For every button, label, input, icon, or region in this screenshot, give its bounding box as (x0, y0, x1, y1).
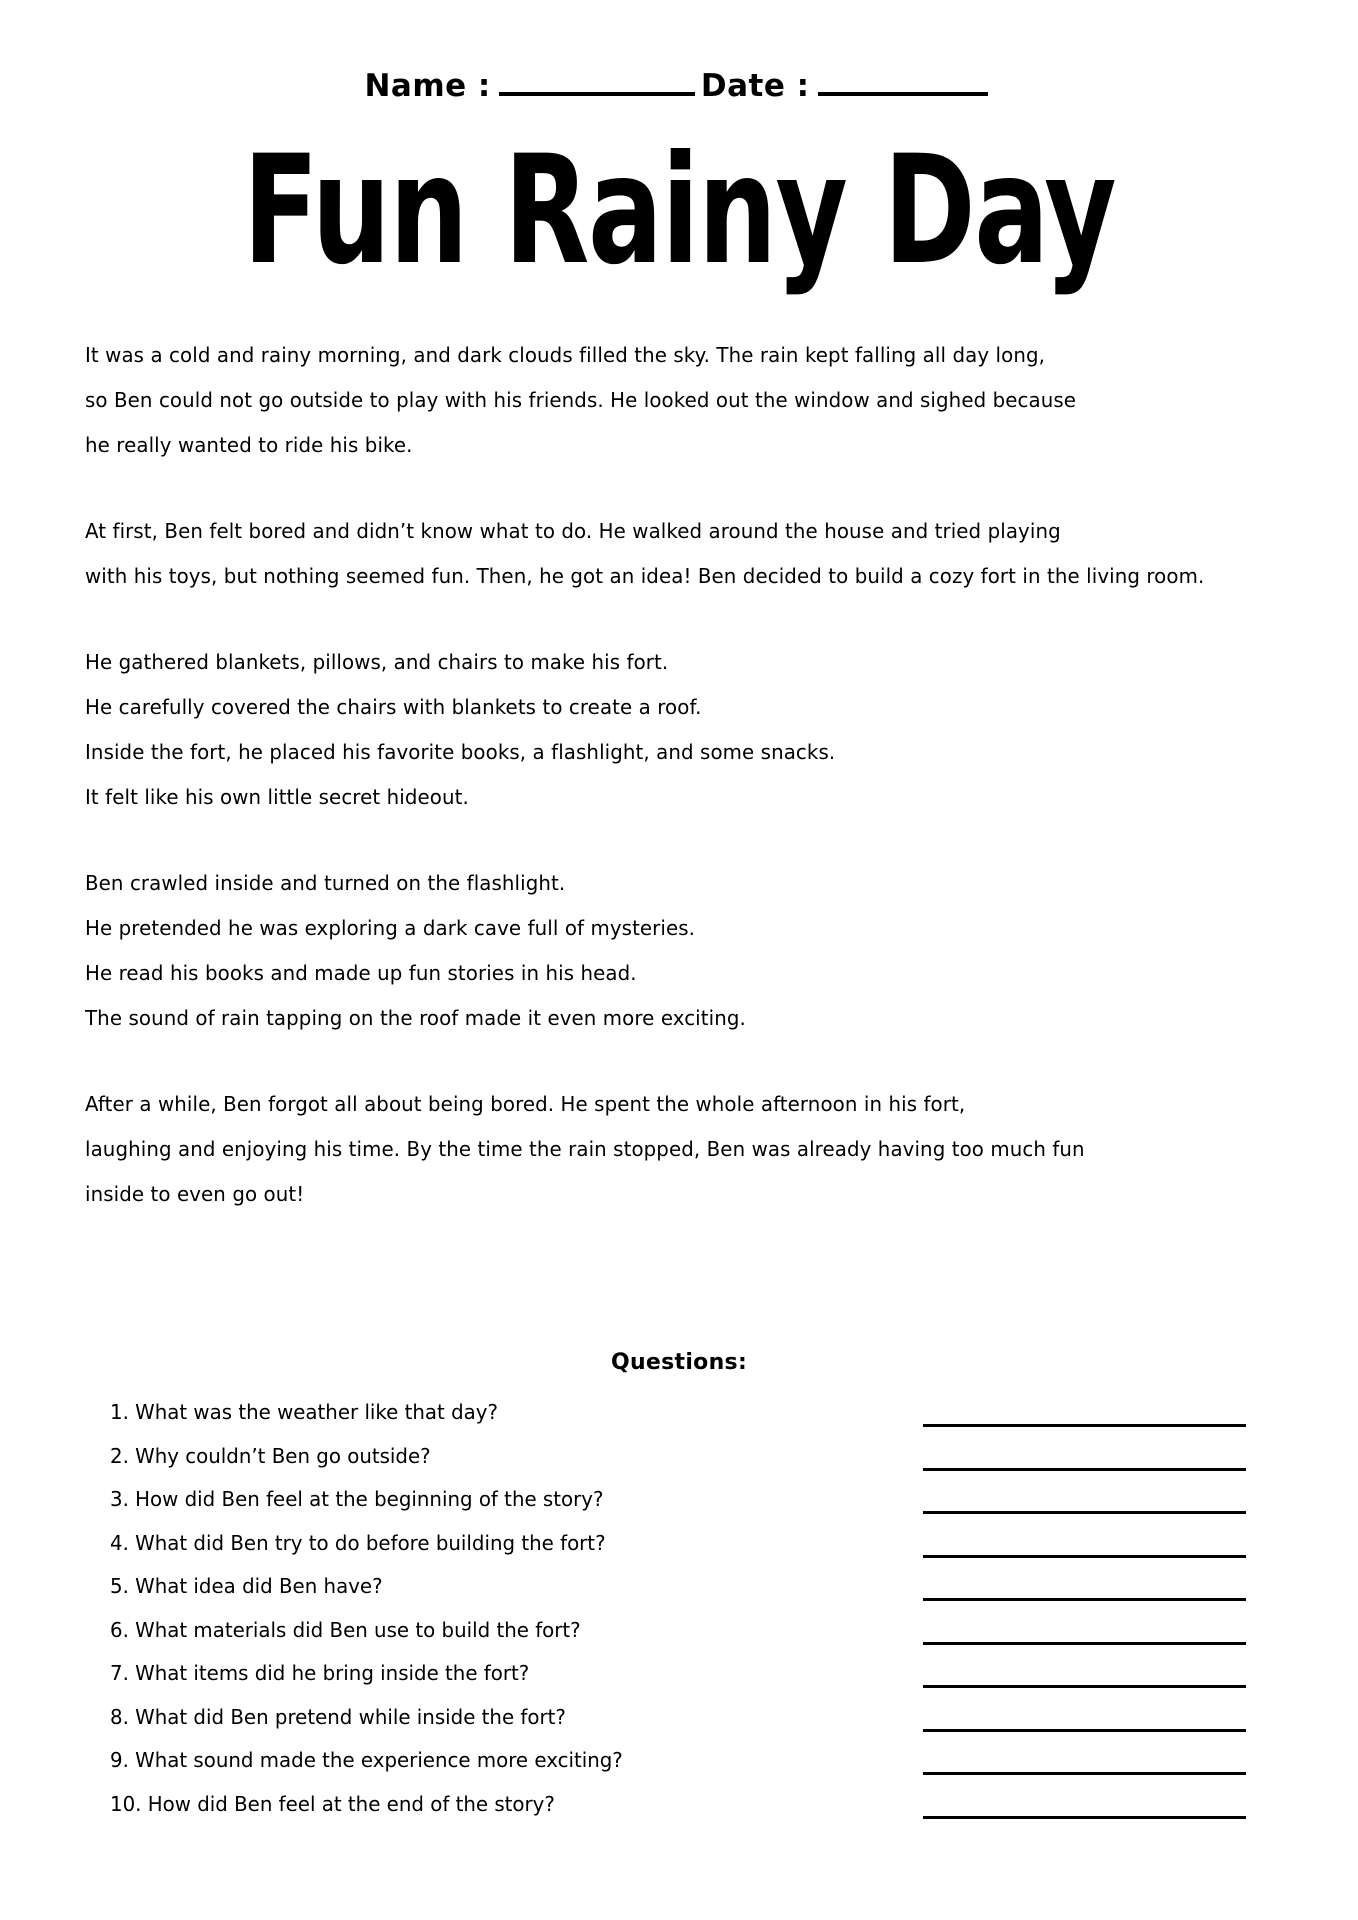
question-row (0, 1441, 1358, 1485)
story-line: He read his books and made up fun stories in his head. (85, 961, 637, 985)
story-paragraph (85, 861, 1285, 1041)
name-label: Name : (364, 68, 491, 104)
answer-line[interactable] (923, 1729, 1246, 1732)
story-paragraph (85, 509, 1285, 599)
story-line: laughing and enjoying his time. By the time the rain stopped, Ben was already having too much fun (85, 1137, 1085, 1161)
question-text: 6. What materials did Ben use to build the fort? (110, 1617, 581, 1642)
answer-line[interactable] (923, 1685, 1246, 1688)
page-title: Fun Rainy Day (242, 124, 1116, 298)
question-row (0, 1658, 1358, 1702)
question-row (0, 1571, 1358, 1615)
story-line: He carefully covered the chairs with blankets to create a roof. (85, 695, 702, 719)
answer-line[interactable] (923, 1555, 1246, 1558)
story-paragraph (85, 333, 1285, 468)
story-line: Inside the fort, he placed his favorite books, a flashlight, and some snacks. (85, 740, 836, 764)
story-line: so Ben could not go outside to play with his friends. He looked out the window and sighed because (85, 388, 1077, 412)
question-text: 3. How did Ben feel at the beginning of the story? (110, 1487, 604, 1511)
story-line: After a while, Ben forgot all about being bored. He spent the whole afternoon in his fort, (85, 1092, 966, 1116)
story-line: It was a cold and rainy morning, and dark clouds filled the sky. The rain kept falling all day long, (85, 343, 1045, 367)
question-row (0, 1397, 1358, 1441)
answer-line[interactable] (923, 1598, 1246, 1601)
question-text: 5. What idea did Ben have? (110, 1574, 383, 1598)
question-text: 9. What sound made the experience more exciting? (110, 1748, 623, 1772)
story-line: He pretended he was exploring a dark cave full of mysteries. (85, 916, 696, 940)
question-text: 1. What was the weather like that day? (110, 1400, 498, 1424)
name-input-line[interactable] (499, 72, 695, 96)
story-line: It felt like his own little secret hideout. (85, 785, 469, 809)
answer-line[interactable] (923, 1511, 1246, 1514)
answer-line[interactable] (923, 1424, 1246, 1427)
story-line: At first, Ben felt bored and didn’t know what to do. He walked around the house and tried playing (85, 519, 1061, 543)
question-text: 7. What items did he bring inside the fort? (110, 1661, 530, 1685)
question-text: 2. Why couldn’t Ben go outside? (110, 1443, 431, 1468)
question-row (0, 1615, 1358, 1659)
question-text: 4. What did Ben try to do before building the fort? (110, 1530, 606, 1555)
story-paragraph (85, 640, 1285, 820)
story-paragraph (85, 1082, 1285, 1217)
date-label: Date : (700, 68, 810, 104)
story-line: inside to even go out! (85, 1182, 305, 1206)
story-line: he really wanted to ride his bike. (85, 433, 413, 457)
questions-heading: Questions: (610, 1350, 748, 1375)
answer-line[interactable] (923, 1816, 1246, 1819)
story-line: with his toys, but nothing seemed fun. Then, he got an idea! Ben decided to build a cozy fort in the living room. (85, 564, 1205, 588)
name-date-header (0, 68, 1358, 104)
date-input-line[interactable] (818, 72, 988, 96)
story-line: He gathered blankets, pillows, and chairs to make his fort. (85, 650, 669, 674)
question-row (0, 1789, 1358, 1833)
answer-line[interactable] (923, 1468, 1246, 1471)
question-text: 10. How did Ben feel at the end of the story? (110, 1791, 555, 1816)
story-line: Ben crawled inside and turned on the flashlight. (85, 871, 566, 895)
story-line: The sound of rain tapping on the roof made it even more exciting. (85, 1006, 746, 1030)
question-text: 8. What did Ben pretend while inside the fort? (110, 1704, 566, 1729)
story-body (85, 333, 1285, 1258)
answer-line[interactable] (923, 1772, 1246, 1775)
question-row (0, 1484, 1358, 1528)
questions-list (0, 1397, 1358, 1832)
answer-line[interactable] (923, 1642, 1246, 1645)
question-row (0, 1528, 1358, 1572)
question-row (0, 1702, 1358, 1746)
question-row (0, 1745, 1358, 1789)
